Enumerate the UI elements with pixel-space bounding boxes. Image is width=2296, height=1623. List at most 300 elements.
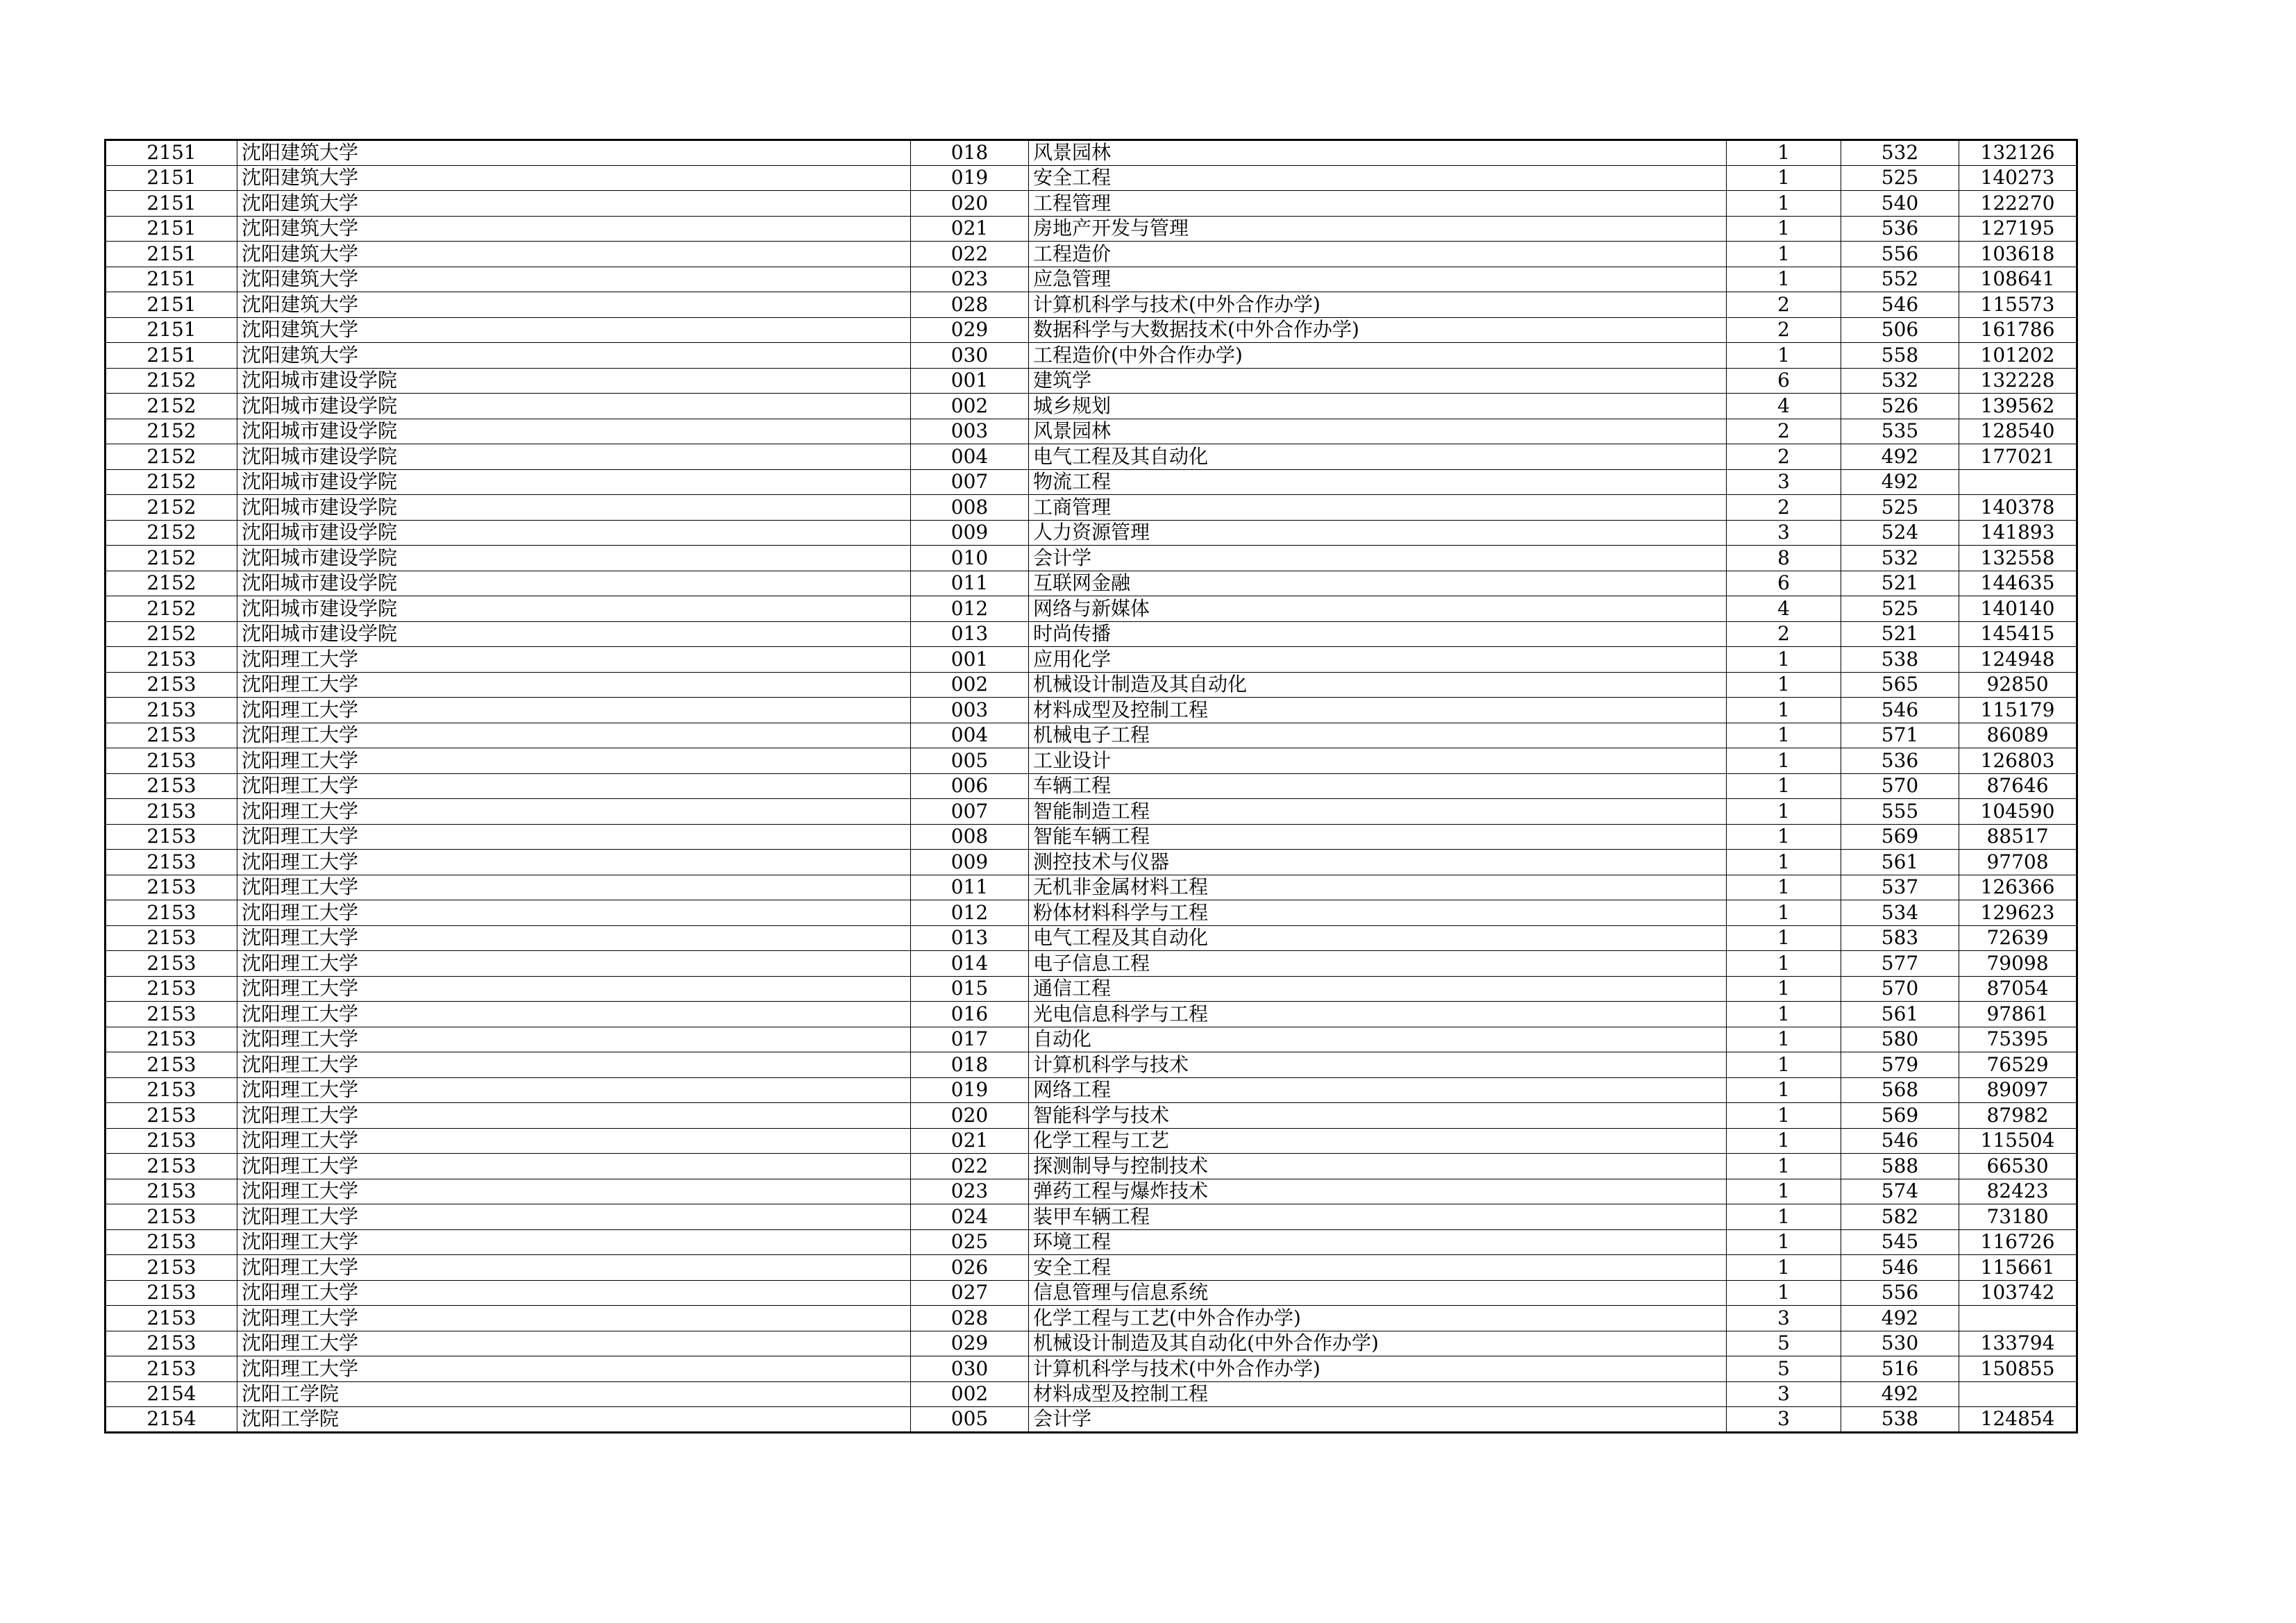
major-code-cell: 025: [911, 1229, 1029, 1255]
school-name-cell: 沈阳理工大学: [237, 672, 911, 698]
school-code-cell: 2151: [106, 191, 237, 217]
min-rank-cell: 132126: [1959, 140, 2077, 166]
min-score-cell: 574: [1841, 1179, 1959, 1204]
school-name-cell: 沈阳建筑大学: [237, 317, 911, 343]
school-code-cell: 2151: [106, 267, 237, 292]
plan-count-cell: 3: [1727, 1407, 1841, 1433]
school-code-cell: 2153: [106, 850, 237, 875]
school-code-cell: 2153: [106, 1128, 237, 1154]
plan-count-cell: 1: [1727, 850, 1841, 875]
major-name-cell: 建筑学: [1029, 368, 1727, 394]
major-name-cell: 应用化学: [1029, 647, 1727, 673]
table-row: [106, 419, 2077, 444]
school-name-cell: 沈阳理工大学: [237, 1154, 911, 1179]
major-name-cell: 机械设计制造及其自动化(中外合作办学): [1029, 1331, 1727, 1356]
major-code-cell: 005: [911, 1407, 1029, 1433]
major-code-cell: 009: [911, 850, 1029, 875]
min-rank-cell: 140140: [1959, 596, 2077, 622]
plan-count-cell: 1: [1727, 647, 1841, 673]
plan-count-cell: 1: [1727, 1002, 1841, 1027]
min-rank-cell: 97861: [1959, 1002, 2077, 1027]
major-name-cell: 物流工程: [1029, 469, 1727, 495]
school-name-cell: 沈阳城市建设学院: [237, 546, 911, 571]
school-code-cell: 2153: [106, 925, 237, 951]
major-name-cell: 会计学: [1029, 1407, 1727, 1433]
table-row: [106, 444, 2077, 470]
school-name-cell: 沈阳理工大学: [237, 1103, 911, 1129]
school-code-cell: 2153: [106, 1255, 237, 1281]
table-row: [106, 571, 2077, 596]
school-name-cell: 沈阳建筑大学: [237, 140, 911, 166]
school-code-cell: 2151: [106, 292, 237, 318]
major-name-cell: 城乡规划: [1029, 394, 1727, 419]
major-name-cell: 安全工程: [1029, 165, 1727, 191]
plan-count-cell: 1: [1727, 773, 1841, 799]
major-name-cell: 工程造价(中外合作办学): [1029, 343, 1727, 369]
min-score-cell: 577: [1841, 951, 1959, 977]
school-name-cell: 沈阳理工大学: [237, 1204, 911, 1230]
min-rank-cell: 103618: [1959, 242, 2077, 267]
major-code-cell: 002: [911, 1381, 1029, 1407]
table-row: [106, 394, 2077, 419]
school-code-cell: 2153: [106, 900, 237, 926]
major-code-cell: 029: [911, 317, 1029, 343]
table-row: [106, 1002, 2077, 1027]
school-code-cell: 2152: [106, 596, 237, 622]
table-row: [106, 596, 2077, 622]
school-name-cell: 沈阳理工大学: [237, 1128, 911, 1154]
school-code-cell: 2153: [106, 1331, 237, 1356]
table-row: [106, 1204, 2077, 1230]
school-code-cell: 2153: [106, 1229, 237, 1255]
plan-count-cell: 1: [1727, 140, 1841, 166]
school-code-cell: 2153: [106, 799, 237, 825]
major-code-cell: 002: [911, 672, 1029, 698]
major-code-cell: 001: [911, 368, 1029, 394]
min-score-cell: 583: [1841, 925, 1959, 951]
min-score-cell: 516: [1841, 1356, 1959, 1382]
min-rank-cell: 66530: [1959, 1154, 2077, 1179]
school-name-cell: 沈阳理工大学: [237, 1306, 911, 1331]
major-name-cell: 电子信息工程: [1029, 951, 1727, 977]
school-code-cell: 2152: [106, 546, 237, 571]
major-code-cell: 020: [911, 191, 1029, 217]
min-score-cell: 492: [1841, 1306, 1959, 1331]
min-score-cell: 569: [1841, 824, 1959, 850]
plan-count-cell: 1: [1727, 1077, 1841, 1103]
major-name-cell: 工业设计: [1029, 748, 1727, 774]
school-name-cell: 沈阳城市建设学院: [237, 596, 911, 622]
major-code-cell: 002: [911, 394, 1029, 419]
min-score-cell: 546: [1841, 698, 1959, 723]
min-score-cell: 532: [1841, 546, 1959, 571]
major-code-cell: 027: [911, 1280, 1029, 1306]
school-name-cell: 沈阳理工大学: [237, 773, 911, 799]
table-row: [106, 748, 2077, 774]
plan-count-cell: 1: [1727, 1280, 1841, 1306]
min-rank-cell: 82423: [1959, 1179, 2077, 1204]
major-name-cell: 光电信息科学与工程: [1029, 1002, 1727, 1027]
school-name-cell: 沈阳理工大学: [237, 875, 911, 900]
plan-count-cell: 1: [1727, 1027, 1841, 1052]
major-name-cell: 工程造价: [1029, 242, 1727, 267]
major-name-cell: 信息管理与信息系统: [1029, 1280, 1727, 1306]
min-rank-cell: 127195: [1959, 216, 2077, 242]
table-row: [106, 1052, 2077, 1078]
plan-count-cell: 1: [1727, 900, 1841, 926]
min-rank-cell: 144635: [1959, 571, 2077, 596]
plan-count-cell: 1: [1727, 191, 1841, 217]
table-row: [106, 1179, 2077, 1204]
school-name-cell: 沈阳理工大学: [237, 1077, 911, 1103]
plan-count-cell: 1: [1727, 343, 1841, 369]
major-code-cell: 030: [911, 1356, 1029, 1382]
major-code-cell: 013: [911, 925, 1029, 951]
school-name-cell: 沈阳建筑大学: [237, 242, 911, 267]
school-code-cell: 2153: [106, 672, 237, 698]
major-code-cell: 022: [911, 1154, 1029, 1179]
major-name-cell: 时尚传播: [1029, 621, 1727, 647]
school-name-cell: 沈阳工学院: [237, 1407, 911, 1433]
min-rank-cell: [1959, 1306, 2077, 1331]
school-name-cell: 沈阳理工大学: [237, 951, 911, 977]
table-row: [106, 824, 2077, 850]
table-row: [106, 1306, 2077, 1331]
table-row: [106, 672, 2077, 698]
min-rank-cell: 128540: [1959, 419, 2077, 444]
school-code-cell: 2151: [106, 216, 237, 242]
major-code-cell: 019: [911, 1077, 1029, 1103]
major-name-cell: 车辆工程: [1029, 773, 1727, 799]
plan-count-cell: 6: [1727, 368, 1841, 394]
major-code-cell: 013: [911, 621, 1029, 647]
school-name-cell: 沈阳理工大学: [237, 799, 911, 825]
table-row: [106, 1154, 2077, 1179]
table-row: [106, 698, 2077, 723]
plan-count-cell: 1: [1727, 267, 1841, 292]
min-rank-cell: 150855: [1959, 1356, 2077, 1382]
min-score-cell: 525: [1841, 495, 1959, 521]
school-name-cell: 沈阳城市建设学院: [237, 520, 911, 546]
min-rank-cell: 129623: [1959, 900, 2077, 926]
major-code-cell: 004: [911, 723, 1029, 748]
major-code-cell: 023: [911, 1179, 1029, 1204]
min-rank-cell: 103742: [1959, 1280, 2077, 1306]
min-score-cell: 588: [1841, 1154, 1959, 1179]
school-name-cell: 沈阳建筑大学: [237, 216, 911, 242]
min-score-cell: 555: [1841, 799, 1959, 825]
min-score-cell: 538: [1841, 647, 1959, 673]
table-row: [106, 799, 2077, 825]
school-code-cell: 2153: [106, 1077, 237, 1103]
major-code-cell: 008: [911, 824, 1029, 850]
table-row: [106, 976, 2077, 1002]
plan-count-cell: 1: [1727, 672, 1841, 698]
min-score-cell: 556: [1841, 1280, 1959, 1306]
admission-table-body: [106, 140, 2077, 1433]
major-name-cell: 通信工程: [1029, 976, 1727, 1002]
min-rank-cell: 126366: [1959, 875, 2077, 900]
min-score-cell: 570: [1841, 773, 1959, 799]
min-score-cell: 521: [1841, 621, 1959, 647]
major-name-cell: 互联网金融: [1029, 571, 1727, 596]
major-name-cell: 弹药工程与爆炸技术: [1029, 1179, 1727, 1204]
plan-count-cell: 1: [1727, 1128, 1841, 1154]
major-name-cell: 粉体材料科学与工程: [1029, 900, 1727, 926]
school-name-cell: 沈阳理工大学: [237, 647, 911, 673]
min-score-cell: 537: [1841, 875, 1959, 900]
major-code-cell: 014: [911, 951, 1029, 977]
school-code-cell: 2154: [106, 1407, 237, 1433]
plan-count-cell: 1: [1727, 1179, 1841, 1204]
school-name-cell: 沈阳理工大学: [237, 1179, 911, 1204]
major-code-cell: 009: [911, 520, 1029, 546]
min-rank-cell: 88517: [1959, 824, 2077, 850]
plan-count-cell: 1: [1727, 165, 1841, 191]
school-code-cell: 2154: [106, 1381, 237, 1407]
school-code-cell: 2153: [106, 1002, 237, 1027]
min-score-cell: 532: [1841, 368, 1959, 394]
min-score-cell: 534: [1841, 900, 1959, 926]
school-code-cell: 2152: [106, 520, 237, 546]
min-rank-cell: 97708: [1959, 850, 2077, 875]
school-code-cell: 2151: [106, 165, 237, 191]
major-name-cell: 材料成型及控制工程: [1029, 1381, 1727, 1407]
min-rank-cell: 75395: [1959, 1027, 2077, 1052]
major-code-cell: 011: [911, 875, 1029, 900]
major-code-cell: 021: [911, 216, 1029, 242]
min-rank-cell: 92850: [1959, 672, 2077, 698]
school-name-cell: 沈阳理工大学: [237, 850, 911, 875]
school-name-cell: 沈阳建筑大学: [237, 343, 911, 369]
major-name-cell: 测控技术与仪器: [1029, 850, 1727, 875]
table-row: [106, 469, 2077, 495]
min-rank-cell: 86089: [1959, 723, 2077, 748]
min-score-cell: 540: [1841, 191, 1959, 217]
plan-count-cell: 1: [1727, 1052, 1841, 1078]
table-row: [106, 1381, 2077, 1407]
major-code-cell: 003: [911, 698, 1029, 723]
major-name-cell: 工程管理: [1029, 191, 1727, 217]
min-rank-cell: 108641: [1959, 267, 2077, 292]
plan-count-cell: 2: [1727, 317, 1841, 343]
plan-count-cell: 1: [1727, 925, 1841, 951]
min-score-cell: 521: [1841, 571, 1959, 596]
major-code-cell: 007: [911, 469, 1029, 495]
table-row: [106, 368, 2077, 394]
school-name-cell: 沈阳理工大学: [237, 723, 911, 748]
school-name-cell: 沈阳城市建设学院: [237, 419, 911, 444]
major-code-cell: 001: [911, 647, 1029, 673]
min-rank-cell: 133794: [1959, 1331, 2077, 1356]
min-rank-cell: 89097: [1959, 1077, 2077, 1103]
min-score-cell: 568: [1841, 1077, 1959, 1103]
major-code-cell: 022: [911, 242, 1029, 267]
school-name-cell: 沈阳城市建设学院: [237, 571, 911, 596]
major-code-cell: 019: [911, 165, 1029, 191]
major-name-cell: 机械电子工程: [1029, 723, 1727, 748]
school-code-cell: 2151: [106, 140, 237, 166]
min-rank-cell: 115573: [1959, 292, 2077, 318]
table-row: [106, 242, 2077, 267]
major-name-cell: 网络与新媒体: [1029, 596, 1727, 622]
plan-count-cell: 1: [1727, 698, 1841, 723]
min-rank-cell: 116726: [1959, 1229, 2077, 1255]
min-score-cell: 545: [1841, 1229, 1959, 1255]
min-score-cell: 570: [1841, 976, 1959, 1002]
plan-count-cell: 1: [1727, 1255, 1841, 1281]
plan-count-cell: 5: [1727, 1331, 1841, 1356]
major-name-cell: 工商管理: [1029, 495, 1727, 521]
school-code-cell: 2153: [106, 951, 237, 977]
min-score-cell: 580: [1841, 1027, 1959, 1052]
major-name-cell: 装甲车辆工程: [1029, 1204, 1727, 1230]
table-row: [106, 951, 2077, 977]
school-name-cell: 沈阳理工大学: [237, 976, 911, 1002]
min-rank-cell: 140378: [1959, 495, 2077, 521]
table-row: [106, 191, 2077, 217]
school-name-cell: 沈阳理工大学: [237, 748, 911, 774]
min-score-cell: 565: [1841, 672, 1959, 698]
min-score-cell: 569: [1841, 1103, 1959, 1129]
table-row: [106, 1077, 2077, 1103]
school-code-cell: 2152: [106, 444, 237, 470]
plan-count-cell: 3: [1727, 520, 1841, 546]
major-code-cell: 030: [911, 343, 1029, 369]
table-row: [106, 317, 2077, 343]
plan-count-cell: 2: [1727, 495, 1841, 521]
plan-count-cell: 1: [1727, 951, 1841, 977]
plan-count-cell: 1: [1727, 799, 1841, 825]
school-code-cell: 2151: [106, 317, 237, 343]
table-row: [106, 621, 2077, 647]
min-score-cell: 571: [1841, 723, 1959, 748]
table-row: [106, 1027, 2077, 1052]
major-code-cell: 016: [911, 1002, 1029, 1027]
min-rank-cell: 101202: [1959, 343, 2077, 369]
min-rank-cell: 132558: [1959, 546, 2077, 571]
major-name-cell: 无机非金属材料工程: [1029, 875, 1727, 900]
school-name-cell: 沈阳城市建设学院: [237, 495, 911, 521]
school-code-cell: 2153: [106, 647, 237, 673]
min-score-cell: 506: [1841, 317, 1959, 343]
major-name-cell: 风景园林: [1029, 140, 1727, 166]
major-name-cell: 探测制导与控制技术: [1029, 1154, 1727, 1179]
school-name-cell: 沈阳城市建设学院: [237, 444, 911, 470]
plan-count-cell: 3: [1727, 469, 1841, 495]
school-name-cell: 沈阳理工大学: [237, 1052, 911, 1078]
min-score-cell: 530: [1841, 1331, 1959, 1356]
school-name-cell: 沈阳理工大学: [237, 824, 911, 850]
school-code-cell: 2153: [106, 1204, 237, 1230]
table-row: [106, 292, 2077, 318]
school-code-cell: 2152: [106, 621, 237, 647]
major-code-cell: 003: [911, 419, 1029, 444]
school-name-cell: 沈阳理工大学: [237, 1356, 911, 1382]
major-name-cell: 计算机科学与技术: [1029, 1052, 1727, 1078]
major-code-cell: 015: [911, 976, 1029, 1002]
table-row: [106, 520, 2077, 546]
major-name-cell: 计算机科学与技术(中外合作办学): [1029, 292, 1727, 318]
plan-count-cell: 1: [1727, 1103, 1841, 1129]
min-rank-cell: 87982: [1959, 1103, 2077, 1129]
school-name-cell: 沈阳城市建设学院: [237, 621, 911, 647]
min-score-cell: 525: [1841, 165, 1959, 191]
school-name-cell: 沈阳理工大学: [237, 1002, 911, 1027]
major-code-cell: 028: [911, 1306, 1029, 1331]
plan-count-cell: 2: [1727, 419, 1841, 444]
major-name-cell: 电气工程及其自动化: [1029, 444, 1727, 470]
major-name-cell: 环境工程: [1029, 1229, 1727, 1255]
school-code-cell: 2153: [106, 976, 237, 1002]
major-code-cell: 007: [911, 799, 1029, 825]
min-score-cell: 561: [1841, 1002, 1959, 1027]
table-row: [106, 1128, 2077, 1154]
school-code-cell: 2153: [106, 1103, 237, 1129]
school-name-cell: 沈阳建筑大学: [237, 267, 911, 292]
table-row: [106, 875, 2077, 900]
major-name-cell: 化学工程与工艺(中外合作办学): [1029, 1306, 1727, 1331]
plan-count-cell: 2: [1727, 444, 1841, 470]
major-code-cell: 018: [911, 140, 1029, 166]
table-row: [106, 850, 2077, 875]
table-row: [106, 1356, 2077, 1382]
table-row: [106, 723, 2077, 748]
school-code-cell: 2152: [106, 571, 237, 596]
plan-count-cell: 1: [1727, 1229, 1841, 1255]
school-name-cell: 沈阳城市建设学院: [237, 469, 911, 495]
plan-count-cell: 4: [1727, 596, 1841, 622]
school-name-cell: 沈阳理工大学: [237, 1255, 911, 1281]
min-score-cell: 546: [1841, 292, 1959, 318]
table-row: [106, 343, 2077, 369]
major-code-cell: 004: [911, 444, 1029, 470]
major-code-cell: 026: [911, 1255, 1029, 1281]
plan-count-cell: 2: [1727, 621, 1841, 647]
school-code-cell: 2153: [106, 698, 237, 723]
major-name-cell: 计算机科学与技术(中外合作办学): [1029, 1356, 1727, 1382]
school-code-cell: 2152: [106, 368, 237, 394]
major-name-cell: 风景园林: [1029, 419, 1727, 444]
plan-count-cell: 1: [1727, 1154, 1841, 1179]
major-name-cell: 应急管理: [1029, 267, 1727, 292]
min-score-cell: 492: [1841, 1381, 1959, 1407]
major-code-cell: 005: [911, 748, 1029, 774]
min-rank-cell: [1959, 1381, 2077, 1407]
school-name-cell: 沈阳理工大学: [237, 1331, 911, 1356]
school-code-cell: 2153: [106, 1179, 237, 1204]
plan-count-cell: 1: [1727, 1204, 1841, 1230]
table-row: [106, 1103, 2077, 1129]
table-row: [106, 267, 2077, 292]
plan-count-cell: 1: [1727, 216, 1841, 242]
major-name-cell: 电气工程及其自动化: [1029, 925, 1727, 951]
table-row: [106, 165, 2077, 191]
school-code-cell: 2153: [106, 875, 237, 900]
school-code-cell: 2153: [106, 1306, 237, 1331]
table-row: [106, 773, 2077, 799]
school-name-cell: 沈阳建筑大学: [237, 191, 911, 217]
min-score-cell: 558: [1841, 343, 1959, 369]
major-code-cell: 010: [911, 546, 1029, 571]
school-code-cell: 2153: [106, 1154, 237, 1179]
school-name-cell: 沈阳理工大学: [237, 698, 911, 723]
table-row: [106, 900, 2077, 926]
major-code-cell: 012: [911, 596, 1029, 622]
school-name-cell: 沈阳理工大学: [237, 1027, 911, 1052]
major-name-cell: 会计学: [1029, 546, 1727, 571]
major-name-cell: 机械设计制造及其自动化: [1029, 672, 1727, 698]
